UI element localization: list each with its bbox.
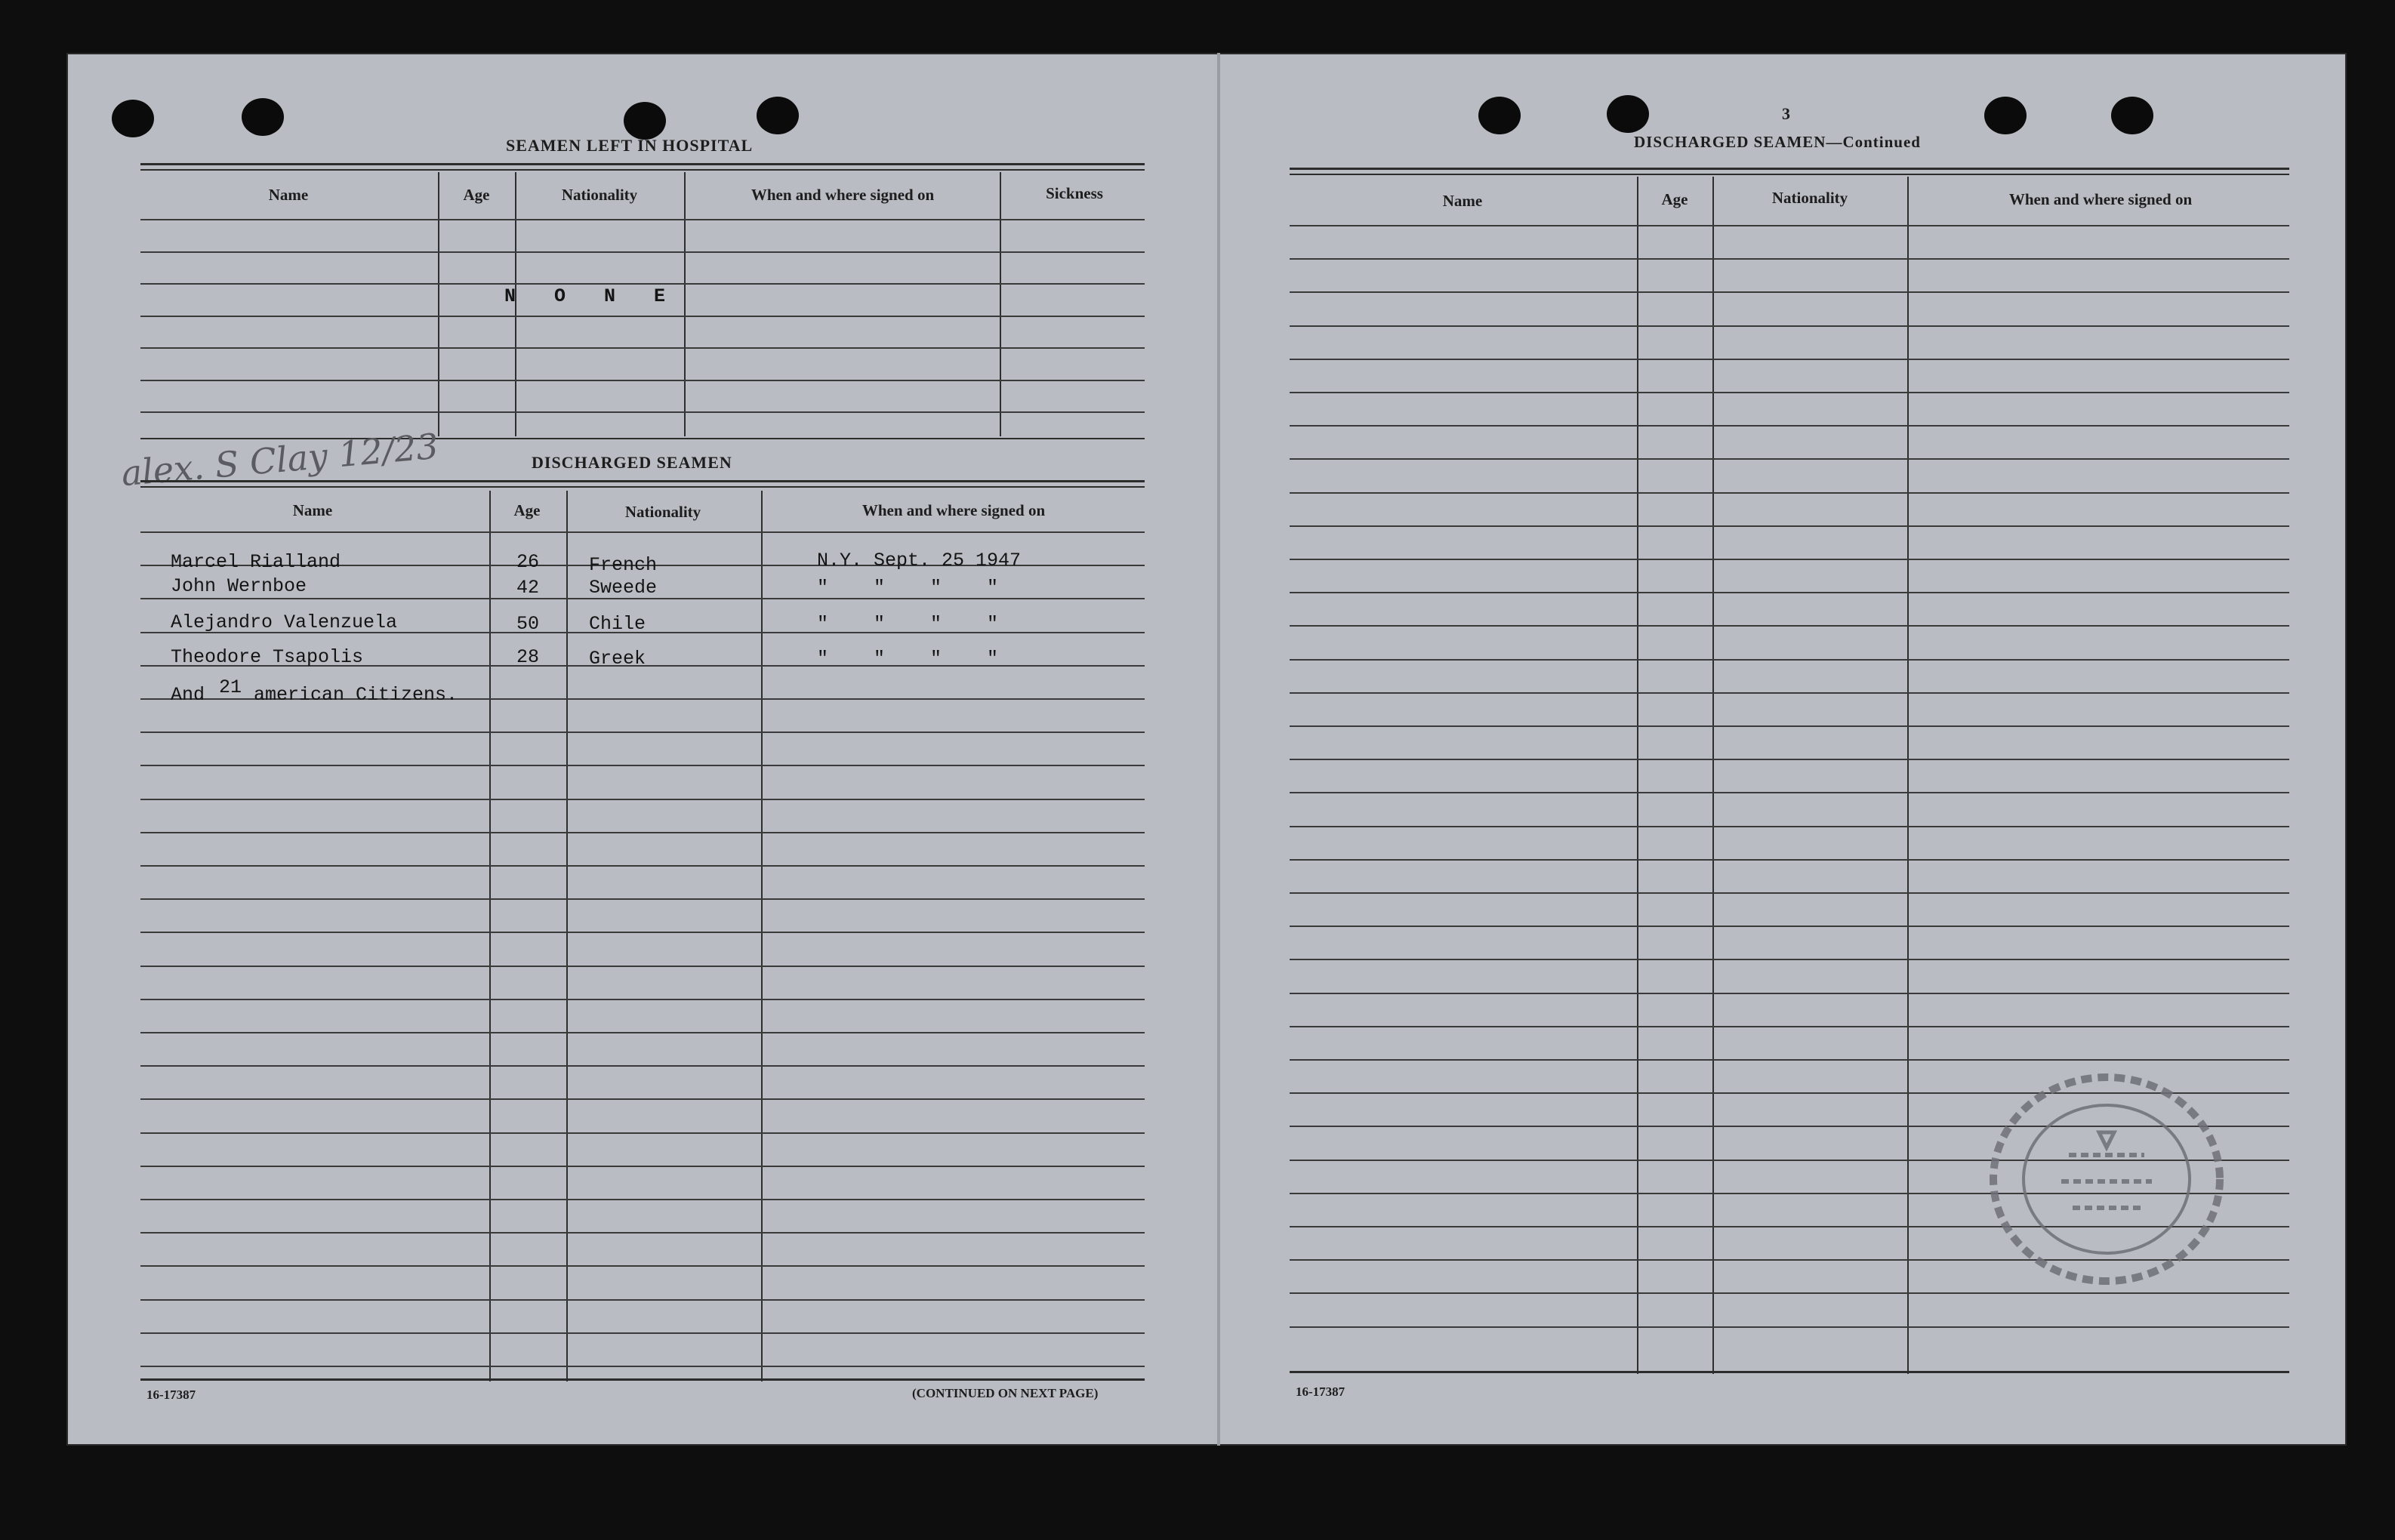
seaman-name: Alejandro Valenzuela [171, 611, 398, 633]
ruled-line [140, 1199, 1145, 1200]
ruled-line [1290, 458, 2289, 460]
footer-note-count: 21 [219, 676, 242, 698]
ruled-line [140, 411, 1145, 413]
discharged-divider [489, 491, 491, 1381]
seaman-age: 50 [516, 613, 540, 635]
ruled-line [140, 999, 1145, 1000]
seaman-signed-on: " " " " [817, 648, 999, 670]
ruled-line [1290, 959, 2289, 960]
right-top-rule [1290, 168, 2289, 170]
ruled-line [140, 1132, 1145, 1134]
ruled-line [140, 380, 1145, 381]
punch-hole [1478, 97, 1521, 134]
ruled-line [140, 765, 1145, 766]
ruled-line [140, 219, 1145, 220]
hospital-col-name: Name [268, 186, 309, 204]
ruled-line [1290, 425, 2289, 427]
seaman-nationality: Chile [589, 613, 646, 635]
discharged-top-rule [140, 480, 1145, 482]
ruled-line [1290, 258, 2289, 260]
footer-note-prefix: And [171, 684, 205, 706]
right-section-title: DISCHARGED SEAMEN—Continued [1634, 133, 1921, 151]
ruled-line [140, 531, 1145, 533]
right-divider [1712, 177, 1714, 1374]
hospital-col-signed-on: When and where signed on [751, 186, 935, 204]
ruled-line [1290, 1026, 2289, 1027]
ruled-line [1290, 792, 2289, 793]
punch-hole [1607, 95, 1649, 133]
seaman-signed-on: N.Y. Sept. 25 1947 [817, 550, 1022, 571]
hospital-col-nationality: Nationality [561, 186, 638, 204]
seaman-age: 26 [516, 551, 540, 573]
ruled-line [140, 865, 1145, 867]
ruled-line [140, 316, 1145, 317]
ruled-line [1290, 993, 2289, 994]
right-bottom-rule [1290, 1371, 2289, 1373]
footer-note-suffix: american Citizens. [254, 684, 458, 706]
hospital-top-rule-thin [140, 169, 1145, 171]
right-divider [1907, 177, 1909, 1374]
seaman-age: 42 [516, 577, 540, 599]
right-top-rule-thin [1290, 174, 2289, 175]
discharged-col-nationality: Nationality [624, 503, 701, 521]
punch-hole [112, 100, 154, 137]
ruled-line [1290, 926, 2289, 927]
ruled-line [1290, 225, 2289, 226]
circular-stamp [1978, 1057, 2235, 1298]
seaman-age: 28 [516, 646, 540, 668]
ruled-line [140, 898, 1145, 900]
hospital-divider [1000, 172, 1001, 436]
seaman-nationality: French [589, 554, 658, 576]
hospital-divider [684, 172, 686, 436]
ruled-line [140, 283, 1145, 285]
ruled-line [1290, 759, 2289, 760]
page-fold [1217, 53, 1220, 1446]
discharged-top-rule-thin [140, 486, 1145, 488]
ruled-line [1290, 1326, 2289, 1328]
right-col-signed-on: When and where signed on [2008, 190, 2193, 208]
ruled-line [1290, 291, 2289, 293]
ruled-line [1290, 725, 2289, 727]
ruled-line [140, 1299, 1145, 1301]
ruled-line [140, 1232, 1145, 1234]
discharged-section-title: DISCHARGED SEAMEN [532, 453, 732, 472]
hospital-col-sickness: Sickness [1046, 184, 1103, 202]
continued-note: (CONTINUED ON NEXT PAGE) [912, 1386, 1099, 1400]
ruled-line [1290, 525, 2289, 527]
right-form-number: 16-17387 [1296, 1384, 1345, 1399]
ruled-line [1290, 659, 2289, 661]
ruled-line [1290, 859, 2289, 861]
ruled-line [140, 832, 1145, 833]
punch-hole [2111, 97, 2153, 134]
ruled-line [140, 347, 1145, 349]
left-form-number: 16-17387 [146, 1388, 196, 1402]
seaman-name: Marcel Rialland [171, 551, 341, 573]
ruled-line [140, 1032, 1145, 1033]
ruled-line [140, 1166, 1145, 1167]
page-number: 3 [1782, 104, 1791, 123]
ruled-line [1290, 559, 2289, 560]
seaman-signed-on: " " " " [817, 613, 999, 635]
ruled-line [140, 1265, 1145, 1267]
ruled-line [1290, 625, 2289, 627]
ruled-line [1290, 392, 2289, 393]
ruled-line [140, 966, 1145, 967]
punch-hole [242, 98, 284, 136]
seaman-name: Theodore Tsapolis [171, 646, 364, 668]
hospital-none-entry: N O N E [504, 285, 680, 307]
discharged-divider [761, 491, 763, 1381]
ruled-line [140, 1098, 1145, 1100]
discharged-divider [566, 491, 568, 1381]
right-divider [1637, 177, 1638, 1374]
handwritten-note: alex. S Clay 12/23 [119, 425, 440, 494]
right-col-age: Age [1661, 190, 1688, 208]
ruled-line [140, 1332, 1145, 1334]
ruled-line [140, 1065, 1145, 1067]
seaman-nationality: Sweede [589, 577, 658, 599]
hospital-top-rule [140, 163, 1145, 165]
ruled-line [1290, 492, 2289, 494]
punch-hole [624, 102, 666, 140]
ruled-line [140, 932, 1145, 933]
ruled-line [140, 251, 1145, 253]
right-col-nationality: Nationality [1771, 189, 1848, 207]
discharged-bottom-rule [140, 1378, 1145, 1381]
seaman-nationality: Greek [589, 648, 646, 670]
ruled-line [140, 1366, 1145, 1367]
ruled-line [1290, 892, 2289, 894]
discharged-col-signed-on: When and where signed on [862, 501, 1046, 519]
ruled-line [140, 799, 1145, 800]
discharged-col-name: Name [292, 501, 333, 519]
right-col-name: Name [1442, 192, 1483, 210]
punch-hole [757, 97, 799, 134]
seaman-signed-on: " " " " [817, 577, 999, 599]
ruled-line [1290, 692, 2289, 694]
ruled-line [1290, 359, 2289, 360]
ruled-line [1290, 826, 2289, 827]
ruled-line [1290, 592, 2289, 593]
ruled-line [140, 732, 1145, 733]
seaman-name: John Wernboe [171, 575, 307, 597]
hospital-divider [438, 172, 439, 436]
punch-hole [1984, 97, 2027, 134]
discharged-col-age: Age [513, 501, 541, 519]
ruled-line [1290, 325, 2289, 327]
hospital-col-age: Age [463, 186, 490, 204]
hospital-section-title: SEAMEN LEFT IN HOSPITAL [506, 136, 754, 155]
